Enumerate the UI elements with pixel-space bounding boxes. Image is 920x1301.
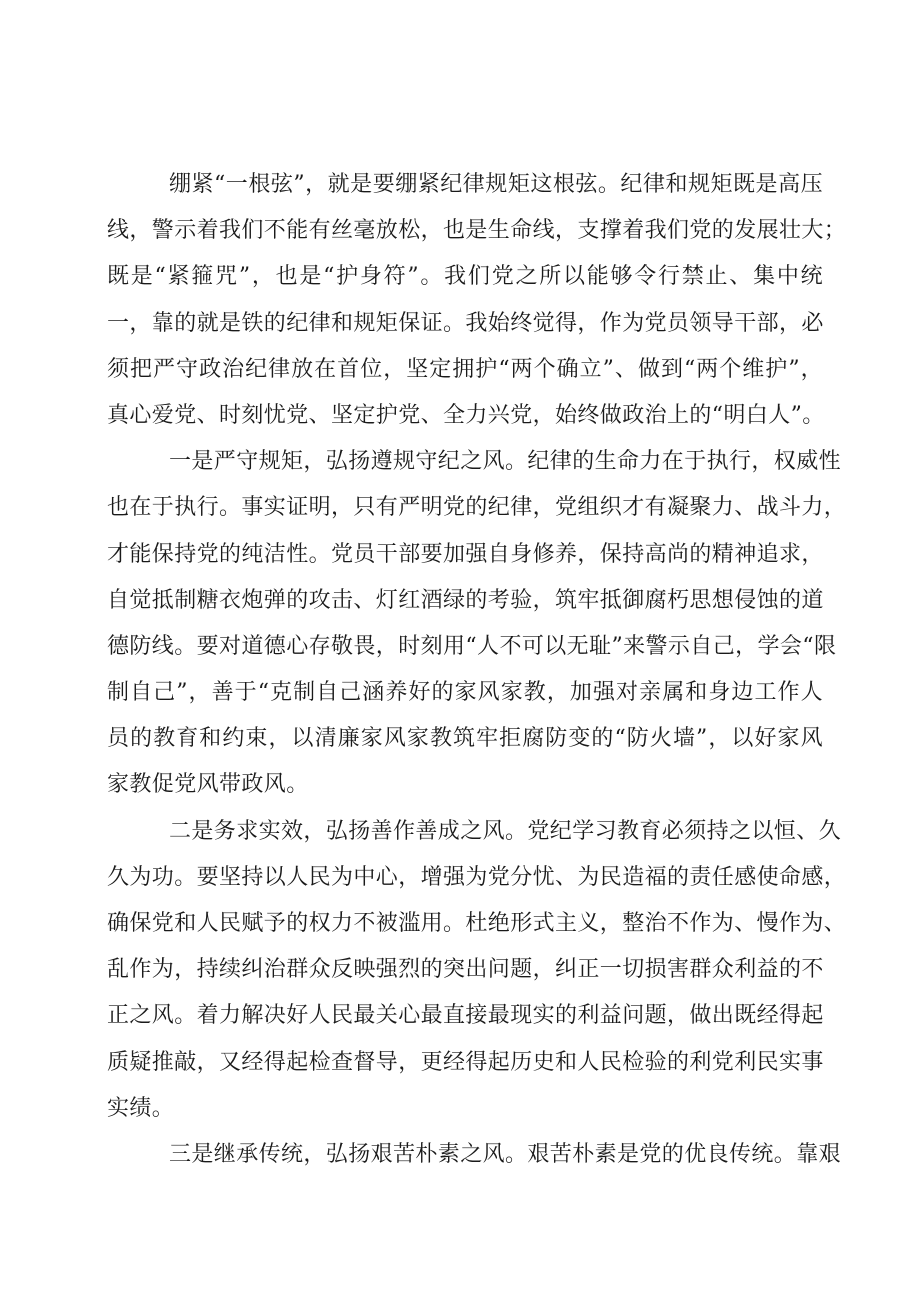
paragraph-line: 乱作为，持续纠治群众反映强烈的突出问题，纠正一切损害群众利益的不 [107,957,824,983]
body-text [107,162,847,1178]
paragraph-line: 二是务求实效，弘扬善作善成之风。党纪学习教育必须持之以恒、久 [169,818,842,844]
paragraph-line: 确保党和人民赋予的权力不被滥用。杜绝形式主义，整治不作为、慢作为、 [107,911,847,936]
paragraph-line: 德防线。要对道德心存敬畏，时刻用“人不可以无耻”来警示自己，学会“限 [107,633,837,659]
paragraph-line: 线，警示着我们不能有丝毫放松，也是生命线，支撑着我们党的发展壮大； [107,218,847,244]
paragraph-line: 绷紧“一根弦”，就是要绷紧纪律规矩这根弦。纪律和规矩既是高压 [169,172,823,197]
paragraph-line: 正之风。着力解决好人民最关心最直接最现实的利益问题，做出既经得起 [107,1003,824,1029]
paragraph-line: 一，靠的就是铁的纪律和规矩保证。我始终觉得，作为党员领导干部，必 [107,310,824,336]
paragraph-line: 才能保持党的纯洁性。党员干部要加强自身修养，保持高尚的精神追求， [107,541,824,567]
paragraph-line: 久为功。要坚持以人民为中心，增强为党分忧、为民造福的责任感使命感， [107,864,847,890]
paragraph-line: 须把严守政治纪律放在首位，坚定拥护“两个确立”、做到“两个维护”， [107,356,823,382]
paragraph-line: 真心爱党、时刻忧党、坚定护党、全力兴党，始终做政治上的“明白人”。 [107,402,825,428]
paragraph-line: 也在于执行。事实证明，只有严明党的纪律，党组织才有凝聚力、战斗力， [107,495,847,521]
paragraph-line: 质疑推敲，又经得起检查督导，更经得起历史和人民检验的利党利民实事 [107,1049,824,1075]
paragraph-line: 制自己”，善于“克制自己涵养好的家风家教，加强对亲属和身边工作人 [107,680,823,706]
paragraph-line: 员的教育和约束，以清廉家风家教筑牢拒腐防变的“防火墙”，以好家风 [107,726,823,752]
paragraph-line: 家教促党风带政风。 [107,772,309,798]
paragraph-line: 既是“紧箍咒”，也是“护身符”。我们党之所以能够令行禁止、集中统 [107,264,823,290]
paragraph-line: 三是继承传统，弘扬艰苦朴素之风。艰苦朴素是党的优良传统。靠艰 [169,1141,842,1167]
paragraph-line: 实绩。 [107,1095,175,1121]
paragraph-line: 一是严守规矩，弘扬遵规守纪之风。纪律的生命力在于执行，权威性 [169,449,842,475]
paragraph-line: 自觉抵制糖衣炮弹的攻击、灯红酒绿的考验，筑牢抵御腐朽思想侵蚀的道 [107,587,824,613]
